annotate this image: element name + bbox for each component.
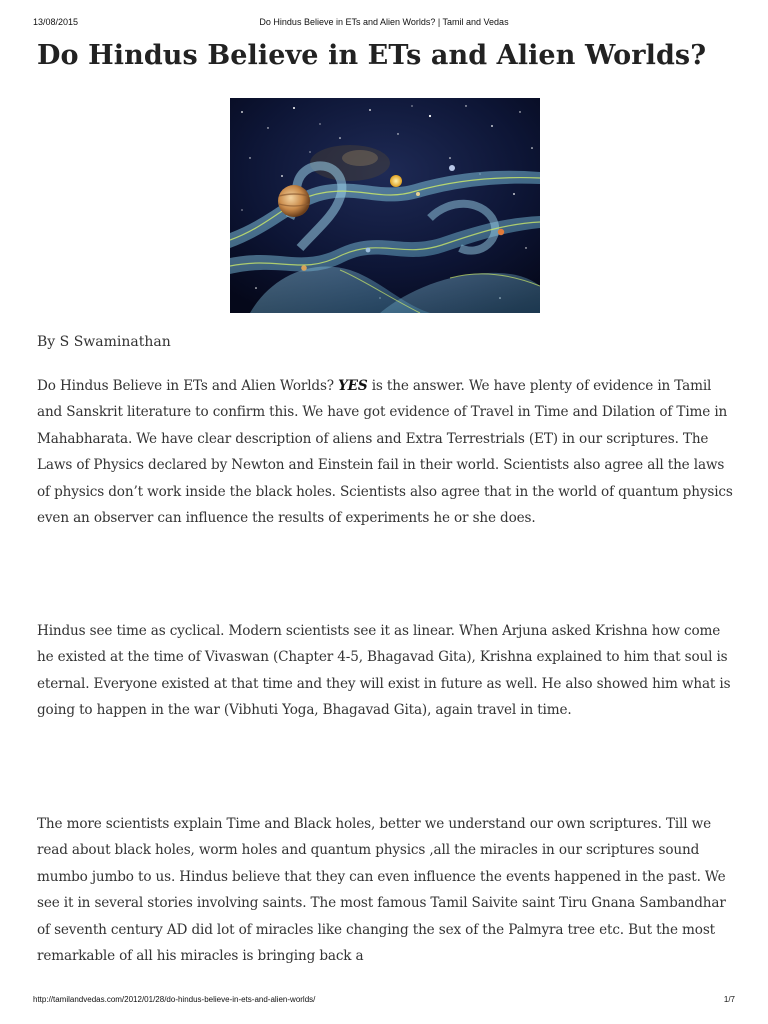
article-byline: By S Swaminathan bbox=[37, 334, 171, 350]
space-timeline-illustration bbox=[230, 98, 540, 313]
page-number: 1/7 bbox=[723, 995, 735, 1004]
paragraph-1-rest: is the answer. We have plenty of evidence in Tamil and Sanskrit literature to confirm this. We have got evidence of Travel in Time and Dilation of Time in Mahabharata. We have clear description of aliens and Extra Terrestrials (ET) in our scriptures. The Laws of Physics declared by Newton and Einstein fail in their world. Scientists also agree all the laws of physics don’t work inside the black holes. Scientists also agree that in the world of quantum physics even an observer can influence the results of experiments he or she does. bbox=[37, 378, 733, 527]
answer-emphasis: YES bbox=[338, 378, 368, 394]
article-paragraph-2: Hindus see time as cyclical. Modern scientists see it as linear. When Arjuna asked Krishna how come he existed at the time of Vivaswan (Chapter 4-5, Bhagavad Gita), Krishna explained to him that soul is eternal. Everyone existed at that time and they will exist in future as well. He also showed him what is going to happen in the war (Vibhuti Yoga, Bhagavad Gita), again travel in time. bbox=[37, 623, 731, 719]
article-paragraph-3: The more scientists explain Time and Black holes, better we understand our own scriptures. Till we read about black holes, worm holes and quantum physics ,all the miracles in our scriptures sound mumbo jumbo to us. Hindus believe that they can even influence the events happened in the past. We see it in several stories involving saints. The most famous Tamil Saivite saint Tiru Gnana Sambandhar of seventh century AD did lot of miracles like changing the sex of the Palmyra tree etc. But the most remarkable of all his miracles is bringing back a bbox=[37, 816, 726, 965]
paragraph-1-lead: Do Hindus Believe in ETs and Alien Worlds? bbox=[37, 378, 339, 394]
print-date: 13/08/2015 bbox=[33, 17, 79, 27]
print-header bbox=[33, 17, 735, 29]
print-page-title: Do Hindus Believe in ETs and Alien Worlds? | Tamil and Vedas bbox=[259, 17, 509, 27]
print-url: http://tamilandvedas.com/2012/01/28/do-hindus-believe-in-ets-and-alien-worlds/ bbox=[33, 995, 316, 1004]
print-footer bbox=[33, 995, 735, 1007]
article-paragraph-1 bbox=[37, 373, 737, 531]
article-title: Do Hindus Believe in ETs and Alien Worlds? bbox=[37, 40, 707, 71]
